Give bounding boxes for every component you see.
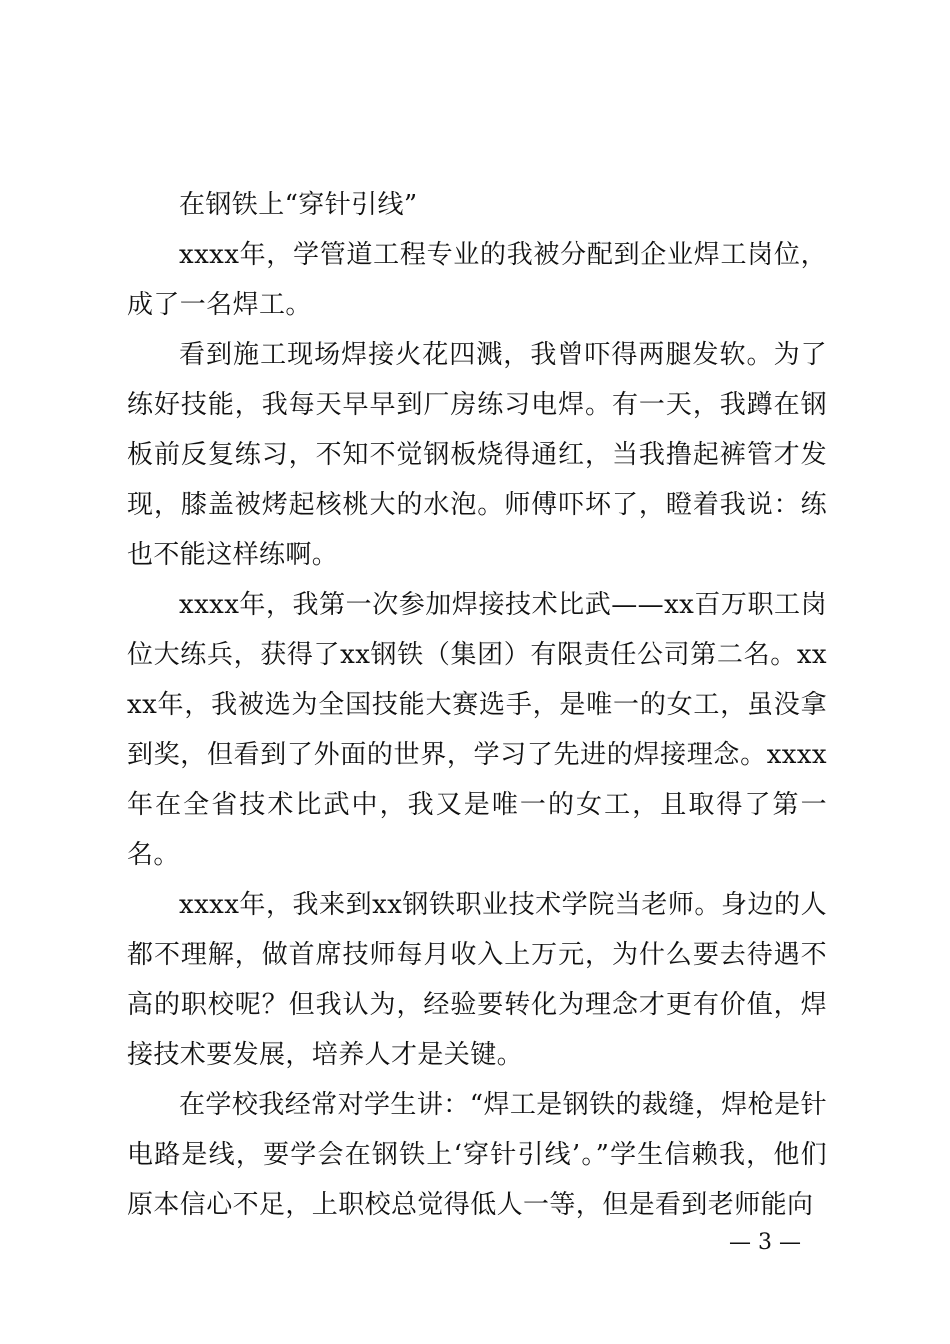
paragraph: xxxx年，我第一次参加焊接技术比武——xx百万职工岗位大练兵，获得了xx钢铁（集团）有限责任公司第二名。xxxx年，我被选为全国技能大赛选手，是唯一的女工，虽没拿到奖，但看到了外面的世界，学习了先进的焊接理念。xxxx年在全省技术比武中，我又是唯一的女工，且取得了第一名。 (127, 590, 827, 870)
paragraph: 看到施工现场焊接火花四溅，我曾吓得两腿发软。为了练好技能，我每天早早到厂房练习电焊。有一天，我蹲在钢板前反复练习，不知不觉钢板烧得通红，当我撸起裤管才发现，膝盖被烤起核桃大的水泡。师傅吓坏了，瞪着我说：练也不能这样练啊。 (127, 340, 827, 570)
page-number: — 3 — (729, 1230, 801, 1255)
body-text (127, 180, 827, 1230)
paragraph: xxxx年，我来到xx钢铁职业技术学院当老师。身边的人都不理解，做首席技师每月收入上万元，为什么要去待遇不高的职校呢？但我认为，经验要转化为理念才更有价值，焊接技术要发展，培养人才是关键。 (127, 890, 827, 1070)
paragraph: xxxx年，学管道工程专业的我被分配到企业焊工岗位，成了一名焊工。 (127, 240, 827, 320)
section-heading: 在钢铁上“穿针引线” (179, 190, 418, 220)
paragraph: 在学校我经常对学生讲：“焊工是钢铁的裁缝，焊枪是针电路是线，要学会在钢铁上‘穿针引线’。”学生信赖我，他们原本信心不足，上职校总觉得低人一等，但是看到老师能向 (127, 1090, 827, 1220)
